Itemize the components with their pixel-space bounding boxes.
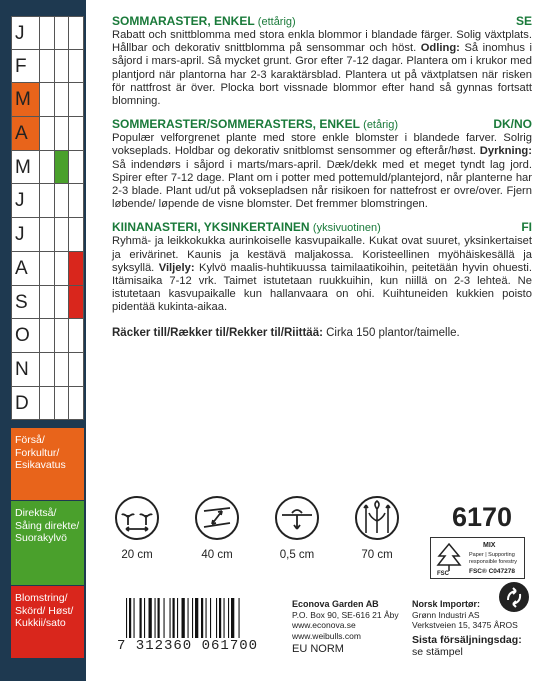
barcode-bar (170, 598, 171, 638)
calendar-row (11, 252, 84, 286)
calendar-cell (40, 83, 55, 116)
recycle-icon (497, 580, 531, 614)
section-text: Kylvö maalis-huhtikuussa taimilaatikoihin, peitetään hyvin ohuesti. Itämisaika 7-12 vrk. Taimet istutetaan ruukkuihin, kun niillä on 2-3 lehteä. Ne istutetaan kasvupaikalle kun hallanvaara on ohi. Kuihtuneiden kukkien poisto pidentää kukinta-aikaa. (112, 261, 532, 314)
month-letter: M (11, 151, 40, 184)
calendar-cell (55, 151, 70, 184)
barcode-bar (219, 598, 221, 638)
barcode-bar (158, 598, 160, 638)
barcode (124, 598, 284, 638)
barcode-bar (206, 598, 207, 638)
language-code: DK/NO (493, 117, 532, 132)
language-code: FI (521, 220, 532, 235)
calendar-row (11, 353, 84, 387)
icon-label: 70 cm (361, 549, 393, 561)
barcode-bar (126, 598, 127, 638)
calendar-cell (69, 218, 84, 251)
calendar-cell (69, 117, 84, 150)
section-bold: Odling: (420, 42, 460, 55)
calendar-row (11, 387, 84, 421)
fsc-label (430, 537, 525, 579)
calendar-cell (69, 17, 84, 49)
barcode-bar (239, 598, 240, 638)
coverage-label: Räcker till/Rækker til/Rekker til/Riittää: (112, 326, 323, 339)
calendar-cell (40, 353, 55, 386)
barcode-bar (129, 598, 131, 638)
calendar-cell (69, 252, 84, 285)
fsc-text: FSC (437, 571, 449, 577)
month-letter: A (11, 117, 40, 150)
address-line: P.O. Box 90, SE-616 21 Åby (292, 609, 399, 620)
importer-line: Grønn Industri AS (412, 609, 480, 620)
icon-group-depth (268, 495, 326, 561)
section-subtitle: (etårig) (363, 119, 398, 132)
month-letter: S (11, 286, 40, 319)
section-se (112, 14, 532, 108)
barcode-bar (216, 598, 217, 638)
section-subtitle: (ettårig) (257, 16, 296, 28)
month-letter: J (11, 218, 40, 251)
plant-spacing-icon (114, 495, 160, 541)
plant-height-icon (354, 495, 400, 541)
sowing-calendar (11, 16, 84, 420)
month-letter: J (11, 184, 40, 217)
barcode-bar (192, 598, 193, 638)
calendar-cell (55, 17, 70, 49)
icon-label: 40 cm (201, 549, 233, 561)
calendar-cell (55, 252, 70, 285)
calendar-row (11, 16, 84, 50)
calendar-cell (55, 117, 70, 150)
calendar-cell (55, 319, 70, 352)
month-letter: D (11, 387, 40, 420)
calendar-cell (40, 286, 55, 319)
barcode-bar (149, 598, 152, 638)
icon-label: 20 cm (121, 549, 153, 561)
calendar-cell (69, 184, 84, 217)
barcode-bar (188, 598, 189, 638)
calendar-row (11, 286, 84, 320)
calendar-cell (40, 252, 55, 285)
calendar-cell (69, 83, 84, 116)
section-dk-no (112, 117, 532, 211)
calendar-row (11, 319, 84, 353)
last-sale-date (412, 634, 522, 658)
icon-label: 0,5 cm (279, 549, 315, 561)
company-address (292, 599, 399, 641)
calendar-cell (69, 319, 84, 352)
coverage-note (112, 327, 532, 340)
icon-group-rows (188, 495, 246, 561)
barcode-bar (155, 598, 156, 638)
section-text: Populær velforgrenet plante med store enkle blomster i blandede farver. Solrig vokseplads. Holdbar og dekorativ snitblomst sensommer og efterår/høst. (112, 132, 532, 158)
section-title: SOMMARASTER, ENKEL (112, 14, 255, 28)
calendar-cell (69, 151, 84, 184)
importer-label: Norsk Importør: (412, 599, 481, 609)
legend-flowering: Blomstring/ Skörd/ Høst/ Kukkii/sato (11, 586, 84, 658)
calendar-row (11, 117, 84, 151)
eu-norm: EU NORM (292, 643, 344, 655)
legend-direct-sowing: Direktså/ Såing direkte/ Suorakylvö (11, 501, 84, 585)
calendar-cell (69, 286, 84, 319)
legend-indoor-sowing: Förså/ Forkultur/ Esikavatus (11, 428, 84, 500)
calendar-cell (40, 218, 55, 251)
barcode-bar (210, 598, 211, 638)
calendar-cell (40, 184, 55, 217)
fsc-line1: Paper | Supporting (469, 552, 515, 558)
section-text: Rabatt och snittblomma med stora enkla blommor i blandade färger. Solig växtplats. Hållbar och dekorativ snittblomma på sensommar och höst. (112, 29, 532, 55)
calendar-cell (40, 319, 55, 352)
last-sale-value: se stämpel (412, 646, 463, 658)
language-code: SE (515, 14, 532, 28)
fsc-tree-icon (434, 541, 464, 573)
calendar-cell (55, 353, 70, 386)
section-title: SOMMERASTER/SOMMERASTERS, ENKEL (112, 117, 360, 132)
calendar-cell (69, 50, 84, 83)
section-text: Ryhmä- ja leikkokukka aurinkoiselle kasvupaikalle. Kukat ovat suuret, yksinkertaiset ja erivärinet. Kaunis ja kestävä maljakossa. Koristeellinen myöhäiskesällä ja syksyllä. (112, 235, 532, 274)
fsc-code: FSC® C047278 (469, 568, 515, 575)
calendar-row (11, 184, 84, 218)
website-link: www.econova.se (292, 620, 356, 630)
company-name: Econova Garden AB (292, 599, 379, 609)
barcode-bar (231, 598, 234, 638)
growing-icons (108, 495, 428, 585)
calendar-cell (55, 286, 70, 319)
sowing-depth-icon (274, 495, 320, 541)
barcode-bar (140, 598, 142, 638)
fsc-mix: MIX (483, 542, 496, 549)
calendar-cell (55, 50, 70, 83)
calendar-cell (55, 218, 70, 251)
last-sale-label: Sista försäljningsdag: (412, 634, 522, 646)
coverage-value: Cirka 150 plantor/taimelle. (322, 326, 460, 339)
calendar-row (11, 50, 84, 84)
calendar-row (11, 218, 84, 252)
icon-group-height (348, 495, 406, 561)
section-text: Så indendørs i såjord i marts/mars-april. Dæk/dekk med et meget tyndt lag jord. Spirer efter 7-12 dage. Plant om i potter med pottemuld/plantejord, når planterne har 2-3 blade. Plant ud/ut på voksepladsen når risikoen for nattefrost er ovre/over. Fjern løbende/ løpende de visne blomster. Det fremmer blomstringen. (112, 158, 532, 211)
main-text (112, 14, 532, 340)
calendar-cell (40, 387, 55, 420)
barcode-number: 7 312360 061700 (117, 638, 259, 654)
website-link: www.weibulls.com (292, 630, 361, 641)
row-spacing-icon (194, 495, 240, 541)
section-subtitle: (yksivuotinen) (312, 222, 381, 235)
calendar-cell (55, 83, 70, 116)
barcode-bar (144, 598, 145, 638)
section-bold: Dyrkning: (479, 145, 532, 158)
calendar-cell (69, 387, 84, 420)
month-letter: A (11, 252, 40, 285)
month-letter: O (11, 319, 40, 352)
section-title: KIINANASTERI, YKSINKERTAINEN (112, 220, 310, 235)
calendar-cell (40, 117, 55, 150)
barcode-bar (201, 598, 203, 638)
barcode-bar (177, 598, 178, 638)
product-code: 6170 (452, 502, 513, 532)
calendar-cell (69, 353, 84, 386)
section-bold: Viljely: (158, 261, 195, 274)
calendar-cell (40, 17, 55, 49)
barcode-bar (134, 598, 135, 638)
month-letter: M (11, 83, 40, 116)
calendar-cell (55, 184, 70, 217)
importer-line: Verkstveien 15, 3475 ÅROS (412, 620, 518, 630)
calendar-cell (40, 50, 55, 83)
calendar-row (11, 151, 84, 185)
month-letter: N (11, 353, 40, 386)
calendar-cell (55, 387, 70, 420)
barcode-bar (228, 598, 229, 638)
calendar-strip (0, 0, 86, 681)
section-text: Så inomhus i såjord i mars-april. Så mycket grunt. Gror efter 7-12 dagar. Plantera om i krukor med plantjord när plantorna har 2-3 karaktärsblad. Plantera ut på växtplatsen när risken för nattfrost är över. Plocka bort vissnade blommor efter hand så gynnas fortsatt blomning. (112, 42, 532, 108)
fsc-line2: responsible forestry (469, 559, 517, 565)
calendar-cell (40, 151, 55, 184)
barcode-bar (224, 598, 225, 638)
calendar-row (11, 83, 84, 117)
barcode-bar (195, 598, 198, 638)
month-letter: J (11, 17, 40, 49)
section-fi (112, 220, 532, 314)
month-letter: F (11, 50, 40, 83)
barcode-bar (164, 598, 165, 638)
icon-group-spacing (108, 495, 166, 561)
barcode-bar (173, 598, 175, 638)
barcode-bar (182, 598, 185, 638)
